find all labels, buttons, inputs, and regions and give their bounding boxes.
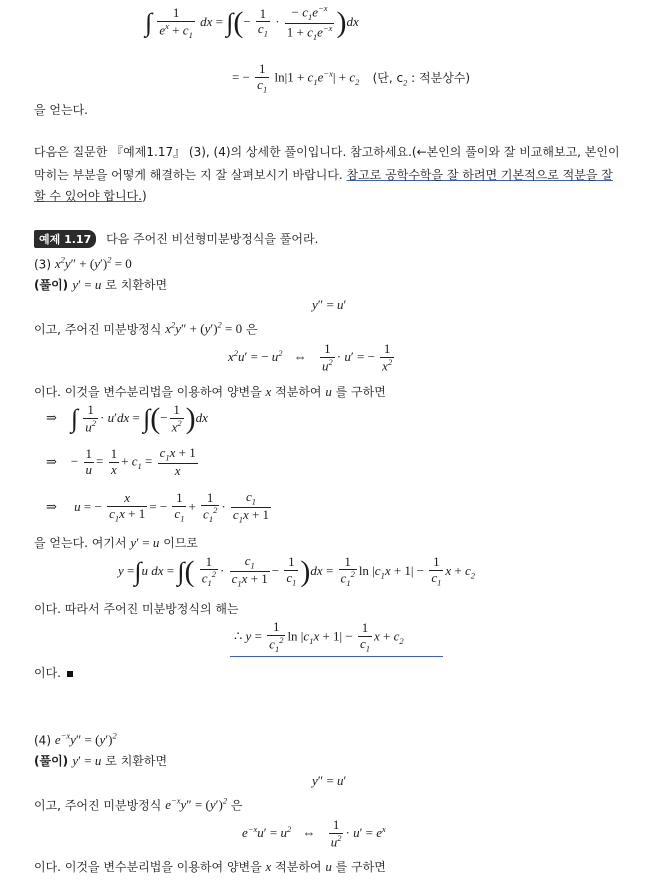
integral-result: = − $\frac{1}{c_1}$ $\ln|1 + c_1e^{-x}| + c_2$ (단, $c_2$ : 적분상수)	[232, 61, 471, 95]
integral-equation-top: ∫ $\frac{1}{e^x + c_1}$ dx = ∫(− $\frac{1}{c_1}$ · $\frac{- c_1e^{-x}}{1 + c_1e^{-x}}$ )dx	[145, 3, 359, 42]
note-underlined: 참고로 공학수학을 잘 하려면 기본적으로 적분을 잘	[346, 168, 613, 182]
eq-separation: $x^2u'$ = − $u^2$ ⇔ $\frac{1}{u^2}$ · u′ = − $\frac{1}{x^2}$	[228, 341, 393, 374]
text-therefore: 이다. 따라서 주어진 미분방정식의 해는	[34, 602, 239, 616]
eq-y-integral: y =∫u dx = ∫( $\frac{1}{c_1^2}$ · $\frac{c_1}{c_1x + 1}$ − $\frac{1}{c_1}$ )dx = $\frac{1}{c_1^2}$ $\ln |c_1x + 1|$ − $\frac{1}{c_1}$ $x + c_2$	[118, 553, 476, 589]
eq-ydoubleprime-4: y″ = u′	[312, 773, 347, 788]
example-badge: 예제 1.17	[34, 230, 96, 248]
eq-step1: ⇒ ∫ $\frac{1}{u^2}$ · u′dx = ∫(− $\frac{1}{x^2}$ )dx	[46, 402, 208, 436]
solution-4-substitution: (풀이) y′ = u 로 치환하면	[34, 753, 168, 768]
intro-line-3: 할 수 있어야 합니다.)	[34, 189, 147, 203]
eq-ydoubleprime: y″ = u′	[312, 297, 347, 312]
text-separation-4: 이다. 이것을 변수분리법을 이용하여 양변을 x 적분하여 u 를 구하면	[34, 859, 386, 874]
problem-3: (3) $x^2y'' + (y')^2 = 0$	[34, 255, 132, 272]
eq-separation-4: $e^{-x}u' = u^2$ ⇔ $\frac{1}{u^2}$ · $u' = e^x$	[242, 817, 386, 850]
eq-step3: ⇒ u = − $\frac{x}{c_1x + 1}$ = − $\frac{1}{c_1}$ + $\frac{1}{c_1^2}$ · $\frac{c_1}{c_1x + 1}$	[46, 489, 270, 525]
text-given-eq: 이고, 주어진 미분방정식 $x^2y'' + (y')^2 = 0$ 은	[34, 320, 258, 337]
qed-square-icon	[67, 671, 73, 677]
text-separation: 이다. 이것을 변수분리법을 이용하여 양변을 x 적분하여 u 를 구하면	[34, 384, 386, 399]
text-line: 을 얻는다.	[34, 103, 88, 117]
text-given-eq-4: 이고, 주어진 미분방정식 $e^{-x}y'' = (y')^2$ 은	[34, 796, 243, 813]
constant-note: (단, c	[372, 70, 404, 85]
eq-step2: ⇒ − $\frac{1}{u}$ = $\frac{1}{x}$ + $c_1$ = $\frac{c_1x + 1}{x}$	[46, 445, 196, 479]
problem-4: (4) $e^{-x}y'' = (y')^2$	[34, 731, 117, 748]
final-answer-3: ∴ y = $\frac{1}{c_1^2}$ $\ln |c_1x + 1|$ − $\frac{1}{c_1}$ $x + c_2$	[234, 619, 404, 654]
text-since: 을 얻는다. 여기서 y′ = u 이므로	[34, 535, 198, 550]
example-header	[34, 230, 318, 248]
solution-3-substitution: (풀이) y′ = u 로 치환하면	[34, 277, 168, 292]
answer-underline	[230, 656, 443, 657]
example-title: 다음 주어진 비선형미분방정식을 풀어라.	[106, 232, 319, 246]
intro-line-1: 다음은 질문한 『예제1.17』 (3), (4)의 상세한 풀이입니다. 참고하세요.(←본인의 풀이와 잘 비교해보고, 본인이	[34, 145, 620, 159]
end-mark-line: 이다.	[34, 664, 73, 681]
intro-line-2: 막히는 부분을 어떻게 해결하는 지 잘 살펴보시기 바랍니다. 참고로 공학수학을 잘 하려면 기본적으로 적분을 잘	[34, 168, 613, 182]
